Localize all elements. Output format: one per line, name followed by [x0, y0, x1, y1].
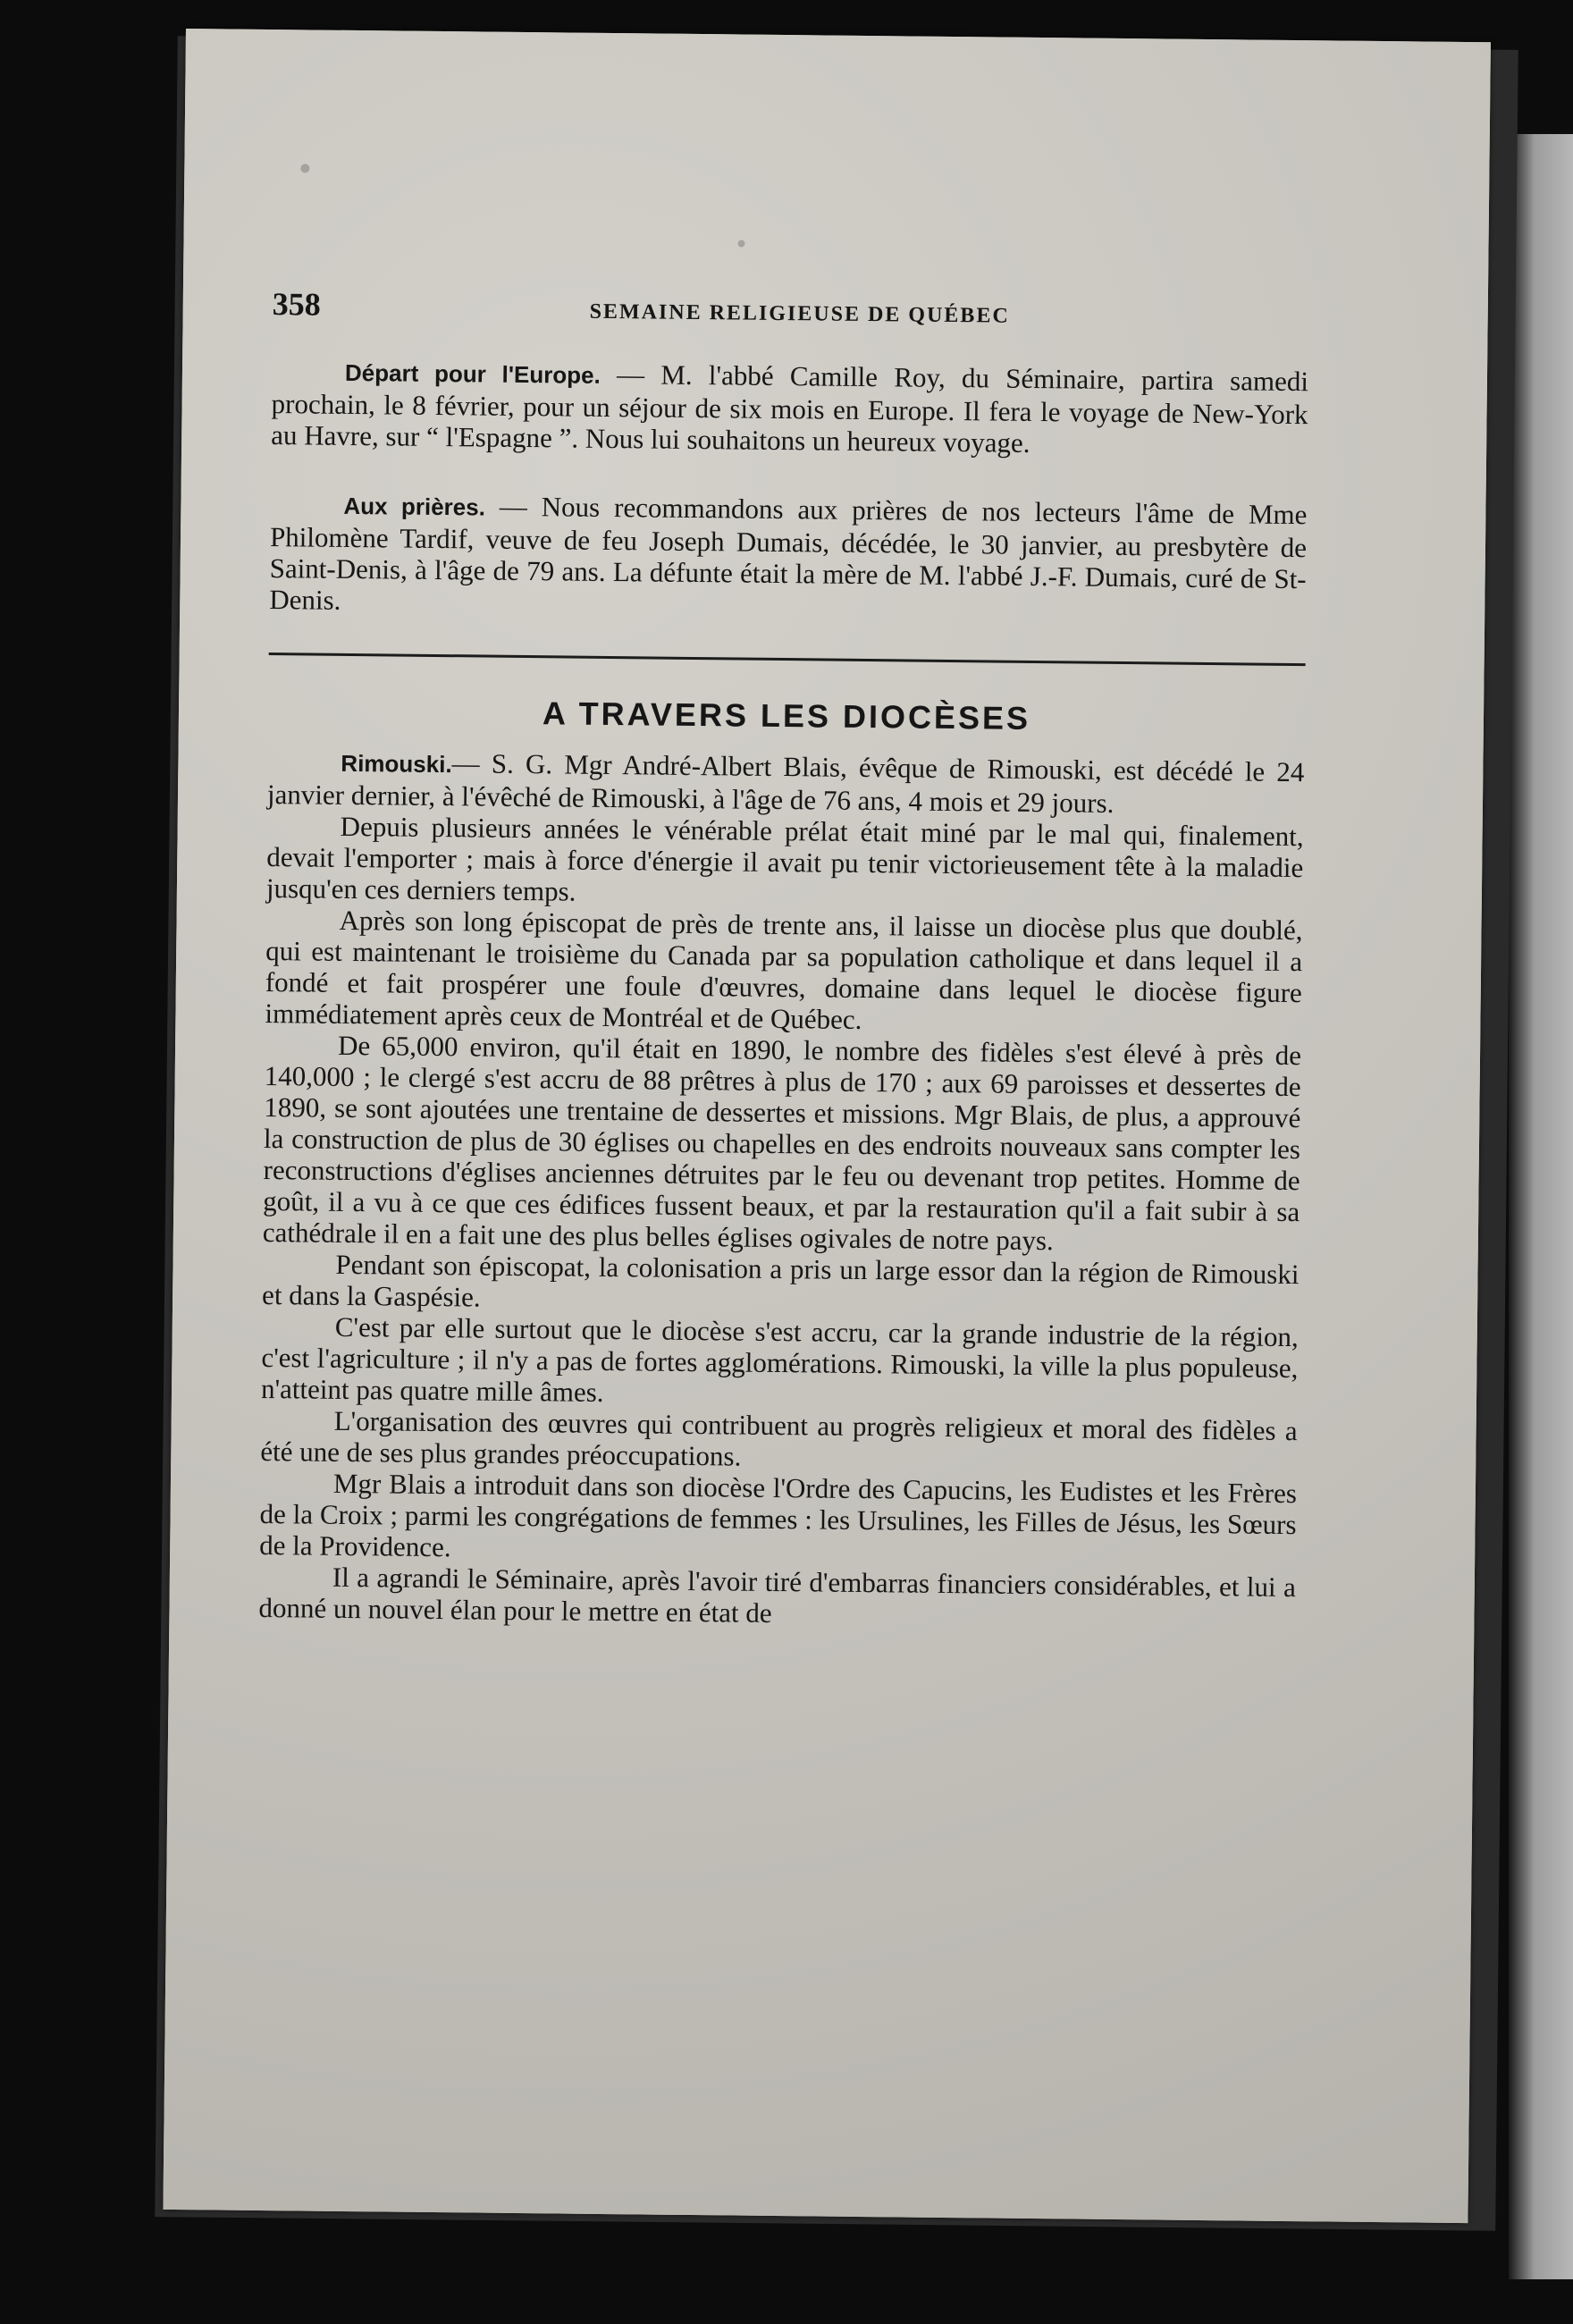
paragraph: C'est par elle surtout que le diocèse s'est accru, car la grande industrie de la région, c'est l'agriculture ; il n'y a pas de fortes agglomérations. Rimouski, la ville la plus populeuse, n'atteint pas quatre mille âmes.: [260, 1310, 1299, 1408]
paragraph-text: — S. G. Mgr André-Albert Blais, évêque de Rimouski, est décédé le 24 janvier dernier, à l'évêché de Rimouski, à l'âge de 76 ans, 4 mois et 29 jours.: [266, 747, 1305, 819]
paragraph: Il a agrandi le Séminaire, après l'avoir tiré d'embarras financiers considérables, et lui a donné un nouvel élan pour le mettre en état de: [258, 1561, 1296, 1629]
running-head: [272, 286, 1309, 335]
notice-lead: Départ pour l'Europe.: [344, 358, 601, 389]
paper-speck: [300, 164, 309, 173]
book-page: [163, 29, 1490, 2223]
notice-departure: [271, 355, 1308, 461]
paragraph: De 65,000 environ, qu'il était en 1890, le nombre des fidèles s'est élevé à près de 140,000 ; le clergé s'est accru de 88 prêtres à plus de 170 ; aux 69 paroisses et dessertes de 1890, se sont ajoutées une trentaine de dessertes et missions. Mgr Blais, de plus, a approuvé la construction de plus de 30 églises ou chapelles en des endroits nouveaux sans compter les reconstructions d'églises anciennes détruites par le feu ou devenant trop petites. Homme de goût, il a vu à ce que ces édifices fussent beaux, et par la restauration qu'il a fait subir à sa cathédrale il en a fait une des plus belles églises ogivales de notre pays.: [262, 1029, 1302, 1257]
adjacent-page-edge: [1509, 134, 1573, 2279]
page-content: [258, 286, 1309, 1634]
paragraph: [267, 745, 1305, 821]
section-divider: [269, 653, 1306, 666]
notice-lead: Aux prières.: [343, 492, 486, 521]
page-number: 358: [272, 286, 321, 323]
paragraph: Pendant son épiscopat, la colonisation a pris un large essor dan la région de Rimouski et dans la Gaspésie.: [261, 1248, 1300, 1313]
paper-speck: [737, 240, 744, 247]
paragraph: Mgr Blais a introduit dans son diocèse l'Ordre des Capucins, les Eudistes et les Frères de la Croix ; parmi les congrégations de femmes : les Ursulines, les Filles de Jésus, les Sœurs de la Providence.: [259, 1467, 1298, 1563]
diocese-lead: Rimouski.: [341, 749, 452, 779]
paragraph: L'organisation des œuvres qui contribuent au progrès religieux et moral des fidèles a été une de ses plus grandes préoccupations.: [260, 1404, 1298, 1472]
journal-title: SEMAINE RELIGIEUSE DE QUÉBEC: [589, 299, 1010, 328]
section-title: A TRAVERS LES DIOCÈSES: [542, 695, 1031, 737]
paragraph: Après son long épiscopat de près de trente ans, il laisse un diocèse plus que doublé, qui est maintenant le troisième du Canada par sa population catholique et dans lequel il a fondé et fait prospérer une foule d'œuvres, domaine dans lequel le diocèse figure immédiatement après ceux de Montréal et de Québec.: [265, 904, 1303, 1035]
notice-prayers: [269, 488, 1307, 626]
paragraph: Depuis plusieurs années le vénérable prélat était miné par le mal qui, finalement, devait l'emporter ; mais à force d'énergie il avait pu tenir victorieusement tête à la maladie jusqu'en ces derniers temps.: [265, 810, 1304, 907]
notice-text: — Nous recommandons aux prières de nos lecteurs l'âme de Mme Philomène Tardif, veuve de feu Joseph Dumais, décédée, le 30 janvier, au presbytère de Saint-Denis, à l'âge de 79 ans. La défunte était la mère de M. l'abbé J.-F. Dumais, curé de St-Denis.: [269, 490, 1308, 616]
notice-text: — M. l'abbé Camille Roy, du Séminaire, partira samedi prochain, le 8 février, pour un séjour de six mois en Europe. Il fera le voyage de New-York au Havre, sur “ l'Espagne ”. Nous lui souhaitons un heureux voyage.: [271, 358, 1309, 459]
